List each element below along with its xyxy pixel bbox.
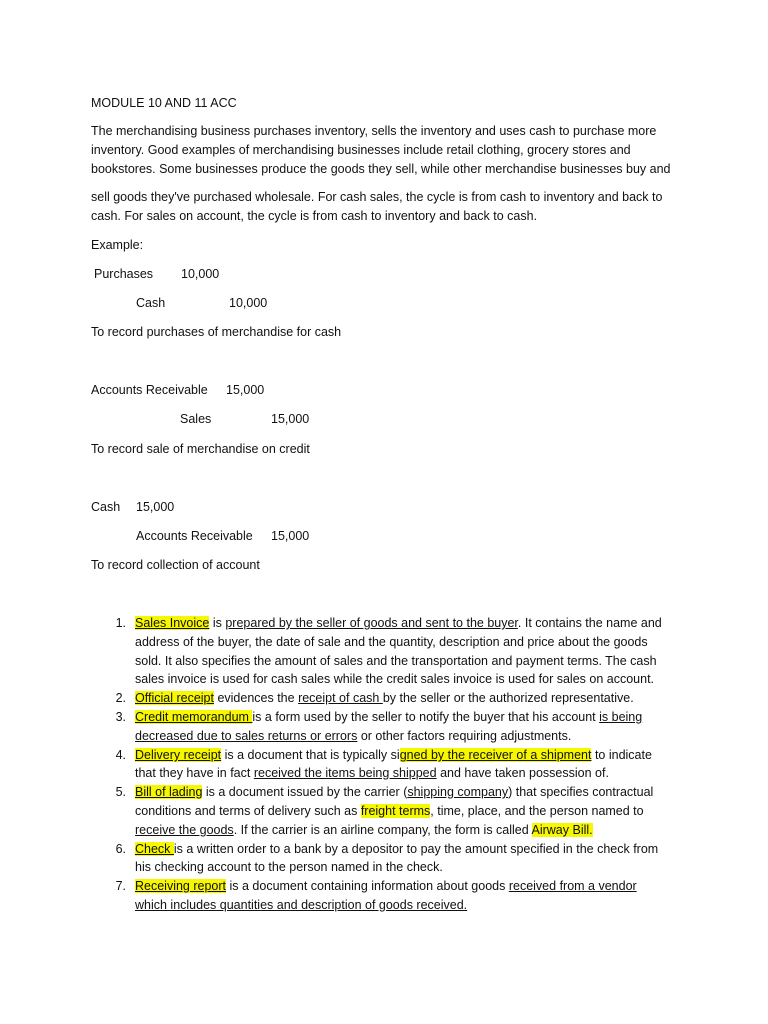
entry-2-debit-account: Accounts Receivable xyxy=(91,383,208,397)
list-item-7-text-a: is a document containing information about goods xyxy=(226,879,509,893)
list-item-3-text-a: is a form used by the seller to notify the buyer that his account xyxy=(252,710,600,724)
list-item-1-text-a: is xyxy=(209,616,226,630)
list-item-1-line-2: address of the buyer, the date of sale and the quantity, description and price about the goods xyxy=(135,635,648,649)
airway-bill-highlight: Airway Bill. xyxy=(531,823,593,837)
list-item-7-line-1 xyxy=(135,877,637,895)
list-item-1-text-c: . It contains the name and xyxy=(517,616,662,630)
intro-line-4: sell goods they've purchased wholesale. For cash sales, the cycle is from cash to inventory and back to xyxy=(91,190,663,204)
list-item-5-line-3 xyxy=(135,821,593,839)
list-item-4-line-2-rest: and have taken possession of. xyxy=(436,766,609,780)
freight-terms-highlight: freight terms xyxy=(360,804,431,818)
list-item-5-line-3-underlined: receive the goods xyxy=(135,823,234,837)
intro-line-1: The merchandising business purchases inventory, sells the inventory and uses cash to purchase more xyxy=(91,124,657,138)
example-label: Example: xyxy=(91,238,144,252)
list-item-3-line-1 xyxy=(135,708,642,726)
receiving-report-term: Receiving report xyxy=(135,879,227,893)
list-item-5-text-c: ) that specifies contractual xyxy=(508,785,654,799)
list-item-5-line-1 xyxy=(135,783,653,801)
credit-memorandum-term: Credit memorandum xyxy=(135,710,253,724)
list-item-3-text-b: is being xyxy=(599,710,643,724)
list-item-2-text-a: evidences the xyxy=(213,691,299,705)
intro-line-5: cash. For sales on account, the cycle is from cash to inventory and back to cash. xyxy=(91,209,538,223)
delivery-receipt-term: Delivery receipt xyxy=(135,748,222,762)
entry-1-description: To record purchases of merchandise for cash xyxy=(91,325,342,339)
entry-1-debit-account: Purchases xyxy=(94,267,154,281)
list-item-1-text-b: prepared by the seller of goods and sent to the buyer xyxy=(225,616,518,630)
list-item-2-line-1 xyxy=(135,689,634,707)
document-title: MODULE 10 AND 11 ACC xyxy=(91,96,237,110)
list-item-3-line-2-rest: or other factors requiring adjustments. xyxy=(357,729,572,743)
list-item-4-text-b: gned by the receiver of a shipment xyxy=(399,748,592,762)
list-item-3-number: 3. xyxy=(115,710,126,724)
list-item-1-line-4: sales invoice is used for cash sales while the credit sales invoice is used for sales on account. xyxy=(135,672,655,686)
entry-1-credit-account: Cash xyxy=(136,296,166,310)
list-item-1-line-3: sold. It also specifies the amount of sales and the transportation and payment terms. The cash xyxy=(135,654,657,668)
list-item-4-line-2 xyxy=(135,764,609,782)
list-item-4-text-c: to indicate xyxy=(591,748,652,762)
list-item-5-number: 5. xyxy=(115,785,126,799)
entry-3-debit-amount: 15,000 xyxy=(136,500,175,514)
list-item-7-line-2-underlined: which includes quantities and description of goods received. xyxy=(135,898,468,912)
entry-2-description: To record sale of merchandise on credit xyxy=(91,442,310,456)
entry-3-description: To record collection of account xyxy=(91,558,260,572)
list-item-2-number: 2. xyxy=(115,691,126,705)
list-item-5-text-a: is a document issued by the carrier ( xyxy=(202,785,408,799)
list-item-1-number: 1. xyxy=(115,616,126,630)
list-item-7-line-2 xyxy=(135,896,467,914)
list-item-4-line-2-a: that they have in fact xyxy=(135,766,254,780)
list-item-4-line-1 xyxy=(135,746,652,764)
list-item-5-line-2-a: conditions and terms of delivery such as xyxy=(135,804,361,818)
list-item-5-line-3-a: . If the carrier is an airline company, the form is called xyxy=(233,823,532,837)
entry-1-debit-amount: 10,000 xyxy=(181,267,220,281)
list-item-4-text-a: is a document that is typically si xyxy=(221,748,400,762)
check-term: Check xyxy=(135,842,174,856)
list-item-6-line-2: his checking account to the person named in the check. xyxy=(135,860,443,874)
list-item-7-text-b: received from a vendor xyxy=(508,879,637,893)
bill-of-lading-term: Bill of lading xyxy=(135,785,203,799)
official-receipt-term: Official receipt xyxy=(135,691,214,705)
list-item-1-line-1 xyxy=(135,614,662,632)
sales-invoice-term: Sales Invoice xyxy=(135,616,210,630)
list-item-2-text-c: by the seller or the authorized representative. xyxy=(382,691,634,705)
list-item-7-number: 7. xyxy=(115,879,126,893)
list-item-3-line-2 xyxy=(135,727,571,745)
list-item-6-number: 6. xyxy=(115,842,126,856)
intro-line-2: inventory. Good examples of merchandising businesses include retail clothing, grocery stores and xyxy=(91,143,631,157)
entry-1-credit-amount: 10,000 xyxy=(229,296,268,310)
entry-2-debit-amount: 15,000 xyxy=(226,383,265,397)
list-item-5-text-b: shipping company xyxy=(407,785,509,799)
list-item-4-line-2-underlined: received the items being shipped xyxy=(253,766,437,780)
entry-3-debit-account: Cash xyxy=(91,500,121,514)
list-item-6-line-1 xyxy=(135,840,658,858)
entry-3-credit-amount: 15,000 xyxy=(271,529,310,543)
entry-2-credit-amount: 15,000 xyxy=(271,412,310,426)
list-item-5-line-2 xyxy=(135,802,644,820)
entry-3-credit-account: Accounts Receivable xyxy=(136,529,253,543)
list-item-5-line-2-rest: , time, place, and the person named to xyxy=(430,804,644,818)
list-item-3-line-2-underlined: decreased due to sales returns or errors xyxy=(135,729,358,743)
intro-line-3: bookstores. Some businesses produce the goods they sell, while other merchandise businesses buy and xyxy=(91,162,671,176)
list-item-4-number: 4. xyxy=(115,748,126,762)
entry-2-credit-account: Sales xyxy=(180,412,212,426)
list-item-6-text-a: is a written order to a bank by a depositor to pay the amount specified in the check from xyxy=(173,842,659,856)
list-item-2-text-b: receipt of cash xyxy=(298,691,383,705)
